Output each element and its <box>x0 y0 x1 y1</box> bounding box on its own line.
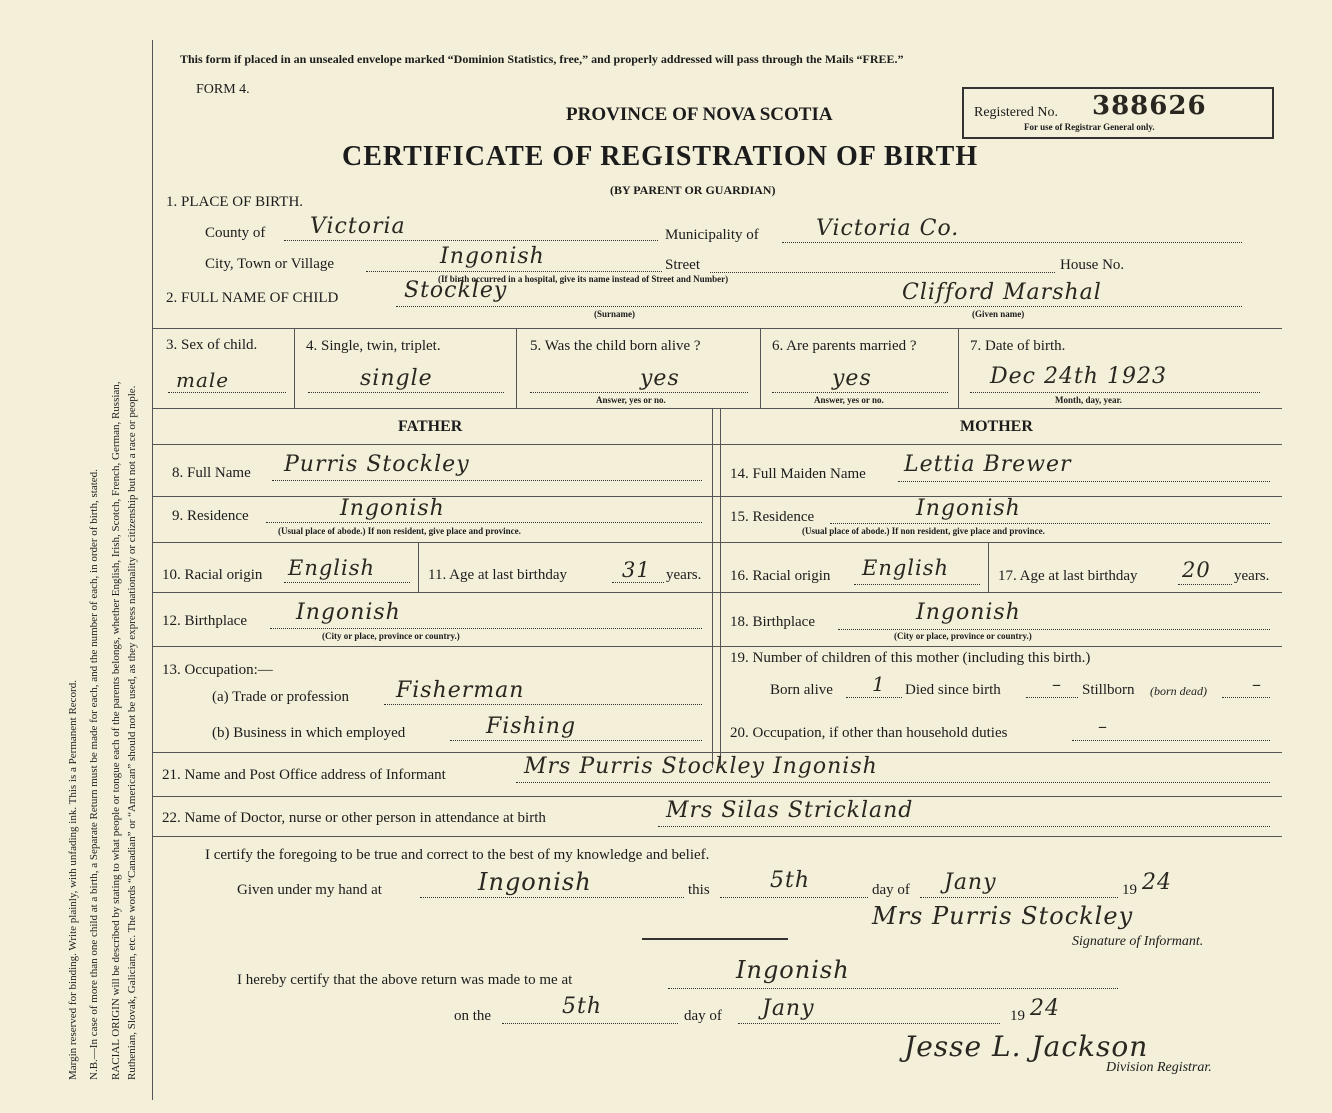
mother-age: 20 <box>1182 558 1211 582</box>
mother-name: Lettia Brewer <box>904 452 1072 477</box>
city-value: Ingonish <box>440 244 545 269</box>
father-residence-note: (Usual place of abode.) If non resident, give place and province. <box>278 526 521 536</box>
father-race-label: 10. Racial origin <box>162 567 263 583</box>
registrar-text: I hereby certify that the above return was made to me at <box>237 972 573 988</box>
registrar-signature-label: Division Registrar. <box>1106 1060 1212 1075</box>
mother-age-label: 17. Age at last birthday <box>998 568 1138 584</box>
died-label: Died since birth <box>905 682 1001 698</box>
title: CERTIFICATE OF REGISTRATION OF BIRTH <box>342 141 979 172</box>
died-value: – <box>1052 674 1062 695</box>
married-label: 6. Are parents married ? <box>772 338 917 354</box>
mother-birthplace: Ingonish <box>916 600 1021 625</box>
certify-year-prefix: 19 <box>1122 882 1137 898</box>
given-note: (Given name) <box>972 309 1025 319</box>
this-label: this <box>688 882 710 898</box>
father-name: Purris Stockley <box>284 452 470 477</box>
father-birthplace: Ingonish <box>296 600 401 625</box>
married-note: Answer, yes or no. <box>814 395 884 405</box>
registered-box <box>962 87 1274 139</box>
registered-label: Registered No. <box>974 105 1058 120</box>
mother-occupation-label: 20. Occupation, if other than household duties <box>730 725 1008 741</box>
registrar-place: Ingonish <box>736 956 850 984</box>
registrar-day: 5th <box>562 994 603 1019</box>
father-heading: FATHER <box>398 418 463 435</box>
single-value: single <box>360 366 433 391</box>
married-value: yes <box>832 366 872 391</box>
business-value: Fishing <box>486 714 577 739</box>
registrar-year: 24 <box>1030 996 1060 1021</box>
registrar-month: Jany <box>762 996 815 1021</box>
county-value: Victoria <box>310 214 406 239</box>
mother-occupation: – <box>1098 716 1108 737</box>
registrar-day-of-label: day of <box>684 1008 722 1024</box>
municipality-value: Victoria Co. <box>816 216 960 241</box>
hospital-note: (If birth occurred in a hospital, give its name instead of Street and Number) <box>438 274 729 284</box>
registrar-signature: Jesse L. Jackson <box>904 1030 1149 1063</box>
county-label: County of <box>205 225 266 241</box>
sex-label: 3. Sex of child. <box>166 337 258 353</box>
municipality-label: Municipality of <box>665 227 759 243</box>
father-birthplace-label: 12. Birthplace <box>162 613 247 629</box>
informant-signature: Mrs Purris Stockley <box>872 902 1134 930</box>
informant-value: Mrs Purris Stockley Ingonish <box>524 754 878 779</box>
doctor-value: Mrs Silas Strickland <box>666 798 914 823</box>
side-note-binding: Margin reserved for binding. Write plainly, with unfading ink. This is a Permanent Record. <box>67 680 79 1080</box>
margin-divider <box>152 40 153 1100</box>
single-label: 4. Single, twin, triplet. <box>306 338 441 354</box>
form-number: FORM 4. <box>196 82 250 97</box>
sex-value: male <box>176 368 230 392</box>
surname-note: (Surname) <box>594 309 635 319</box>
mother-heading: MOTHER <box>960 418 1033 435</box>
born-alive-value: 1 <box>872 672 886 696</box>
born-alive-label: Born alive <box>770 682 833 698</box>
registrar-year-prefix: 19 <box>1010 1008 1025 1024</box>
certify-day-of-label: day of <box>872 882 910 898</box>
mother-residence-note: (Usual place of abode.) If non resident, give place and province. <box>802 526 1045 536</box>
father-residence-label: 9. Residence <box>172 508 249 524</box>
city-label: City, Town or Village <box>205 256 335 272</box>
mother-residence: Ingonish <box>916 496 1021 521</box>
registrar-on-label: on the <box>454 1008 492 1024</box>
mother-birthplace-note: (City or place, province or country.) <box>894 631 1032 641</box>
father-name-label: 8. Full Name <box>172 465 251 481</box>
registered-note: For use of Registrar General only. <box>1024 122 1155 132</box>
given-place: Ingonish <box>478 868 592 896</box>
mother-name-label: 14. Full Maiden Name <box>730 466 866 482</box>
registered-number: 388626 <box>1092 91 1207 121</box>
child-given-name: Clifford Marshal <box>902 280 1102 305</box>
alive-value: yes <box>640 366 680 391</box>
father-age-label: 11. Age at last birthday <box>428 567 567 583</box>
certify-text: I certify the foregoing to be true and correct to the best of my knowledge and belief. <box>205 847 710 863</box>
date-label: 7. Date of birth. <box>970 338 1066 354</box>
father-age: 31 <box>622 558 651 582</box>
mother-birthplace-label: 18. Birthplace <box>730 614 815 630</box>
house-label: House No. <box>1060 257 1125 273</box>
date-value: Dec 24th 1923 <box>990 364 1167 389</box>
province: PROVINCE OF NOVA SCOTIA <box>566 104 833 125</box>
child-surname: Stockley <box>404 278 508 303</box>
stillborn-value: – <box>1252 674 1262 695</box>
certify-year: 24 <box>1142 870 1172 895</box>
street-label: Street <box>665 257 700 273</box>
children-label: 19. Number of children of this mother (including this birth.) <box>730 650 1091 666</box>
father-years: years. <box>666 567 702 583</box>
father-residence: Ingonish <box>340 496 445 521</box>
certify-day: 5th <box>770 868 811 893</box>
top-notice: This form if placed in an unsealed envelope marked “Dominion Statistics, free,” and properly addressed will pass through the Mails “FREE.” <box>180 52 904 66</box>
mother-years: years. <box>1234 568 1270 584</box>
informant-signature-label: Signature of Informant. <box>1072 934 1204 949</box>
subtitle: (BY PARENT OR GUARDIAN) <box>610 183 776 197</box>
given-label: Given under my hand at <box>237 882 382 898</box>
occupation-label: 13. Occupation:— <box>162 662 273 678</box>
child-name-label: 2. FULL NAME OF CHILD <box>166 290 339 306</box>
business-label: (b) Business in which employed <box>212 725 406 741</box>
side-note-multiple-births: N.B.—In case of more than one child at a birth, a Separate Return must be made for each, and the number of each, in order of birth, stated. <box>88 469 100 1080</box>
place-heading: 1. PLACE OF BIRTH. <box>166 194 304 210</box>
alive-label: 5. Was the child born alive ? <box>530 338 701 354</box>
date-note: Month, day, year. <box>1055 395 1122 405</box>
stillborn-label: Stillborn <box>1082 682 1135 698</box>
stillborn-note: (born dead) <box>1150 684 1207 698</box>
alive-note: Answer, yes or no. <box>596 395 666 405</box>
father-race: English <box>288 556 376 580</box>
mother-race: English <box>862 556 950 580</box>
certify-month: Jany <box>944 870 997 895</box>
doctor-label: 22. Name of Doctor, nurse or other person in attendance at birth <box>162 810 546 826</box>
side-note-racial-origin-2: Ruthenian, Slovak, Galician, etc. The words “Canadian” or “American” should not be used, as they express nationality or citizenship but not a race or people. <box>126 385 138 1080</box>
side-note-racial-origin-1: RACIAL ORIGIN will be described by stating to what people or tongue each of the parents belongs, whether English, Irish, Scotch, French, German, Russian, <box>110 381 122 1080</box>
trade-value: Fisherman <box>396 678 525 703</box>
mother-race-label: 16. Racial origin <box>730 568 831 584</box>
trade-label: (a) Trade or profession <box>212 689 350 705</box>
mother-residence-label: 15. Residence <box>730 509 815 525</box>
informant-label: 21. Name and Post Office address of Informant <box>162 767 446 783</box>
father-birthplace-note: (City or place, province or country.) <box>322 631 460 641</box>
